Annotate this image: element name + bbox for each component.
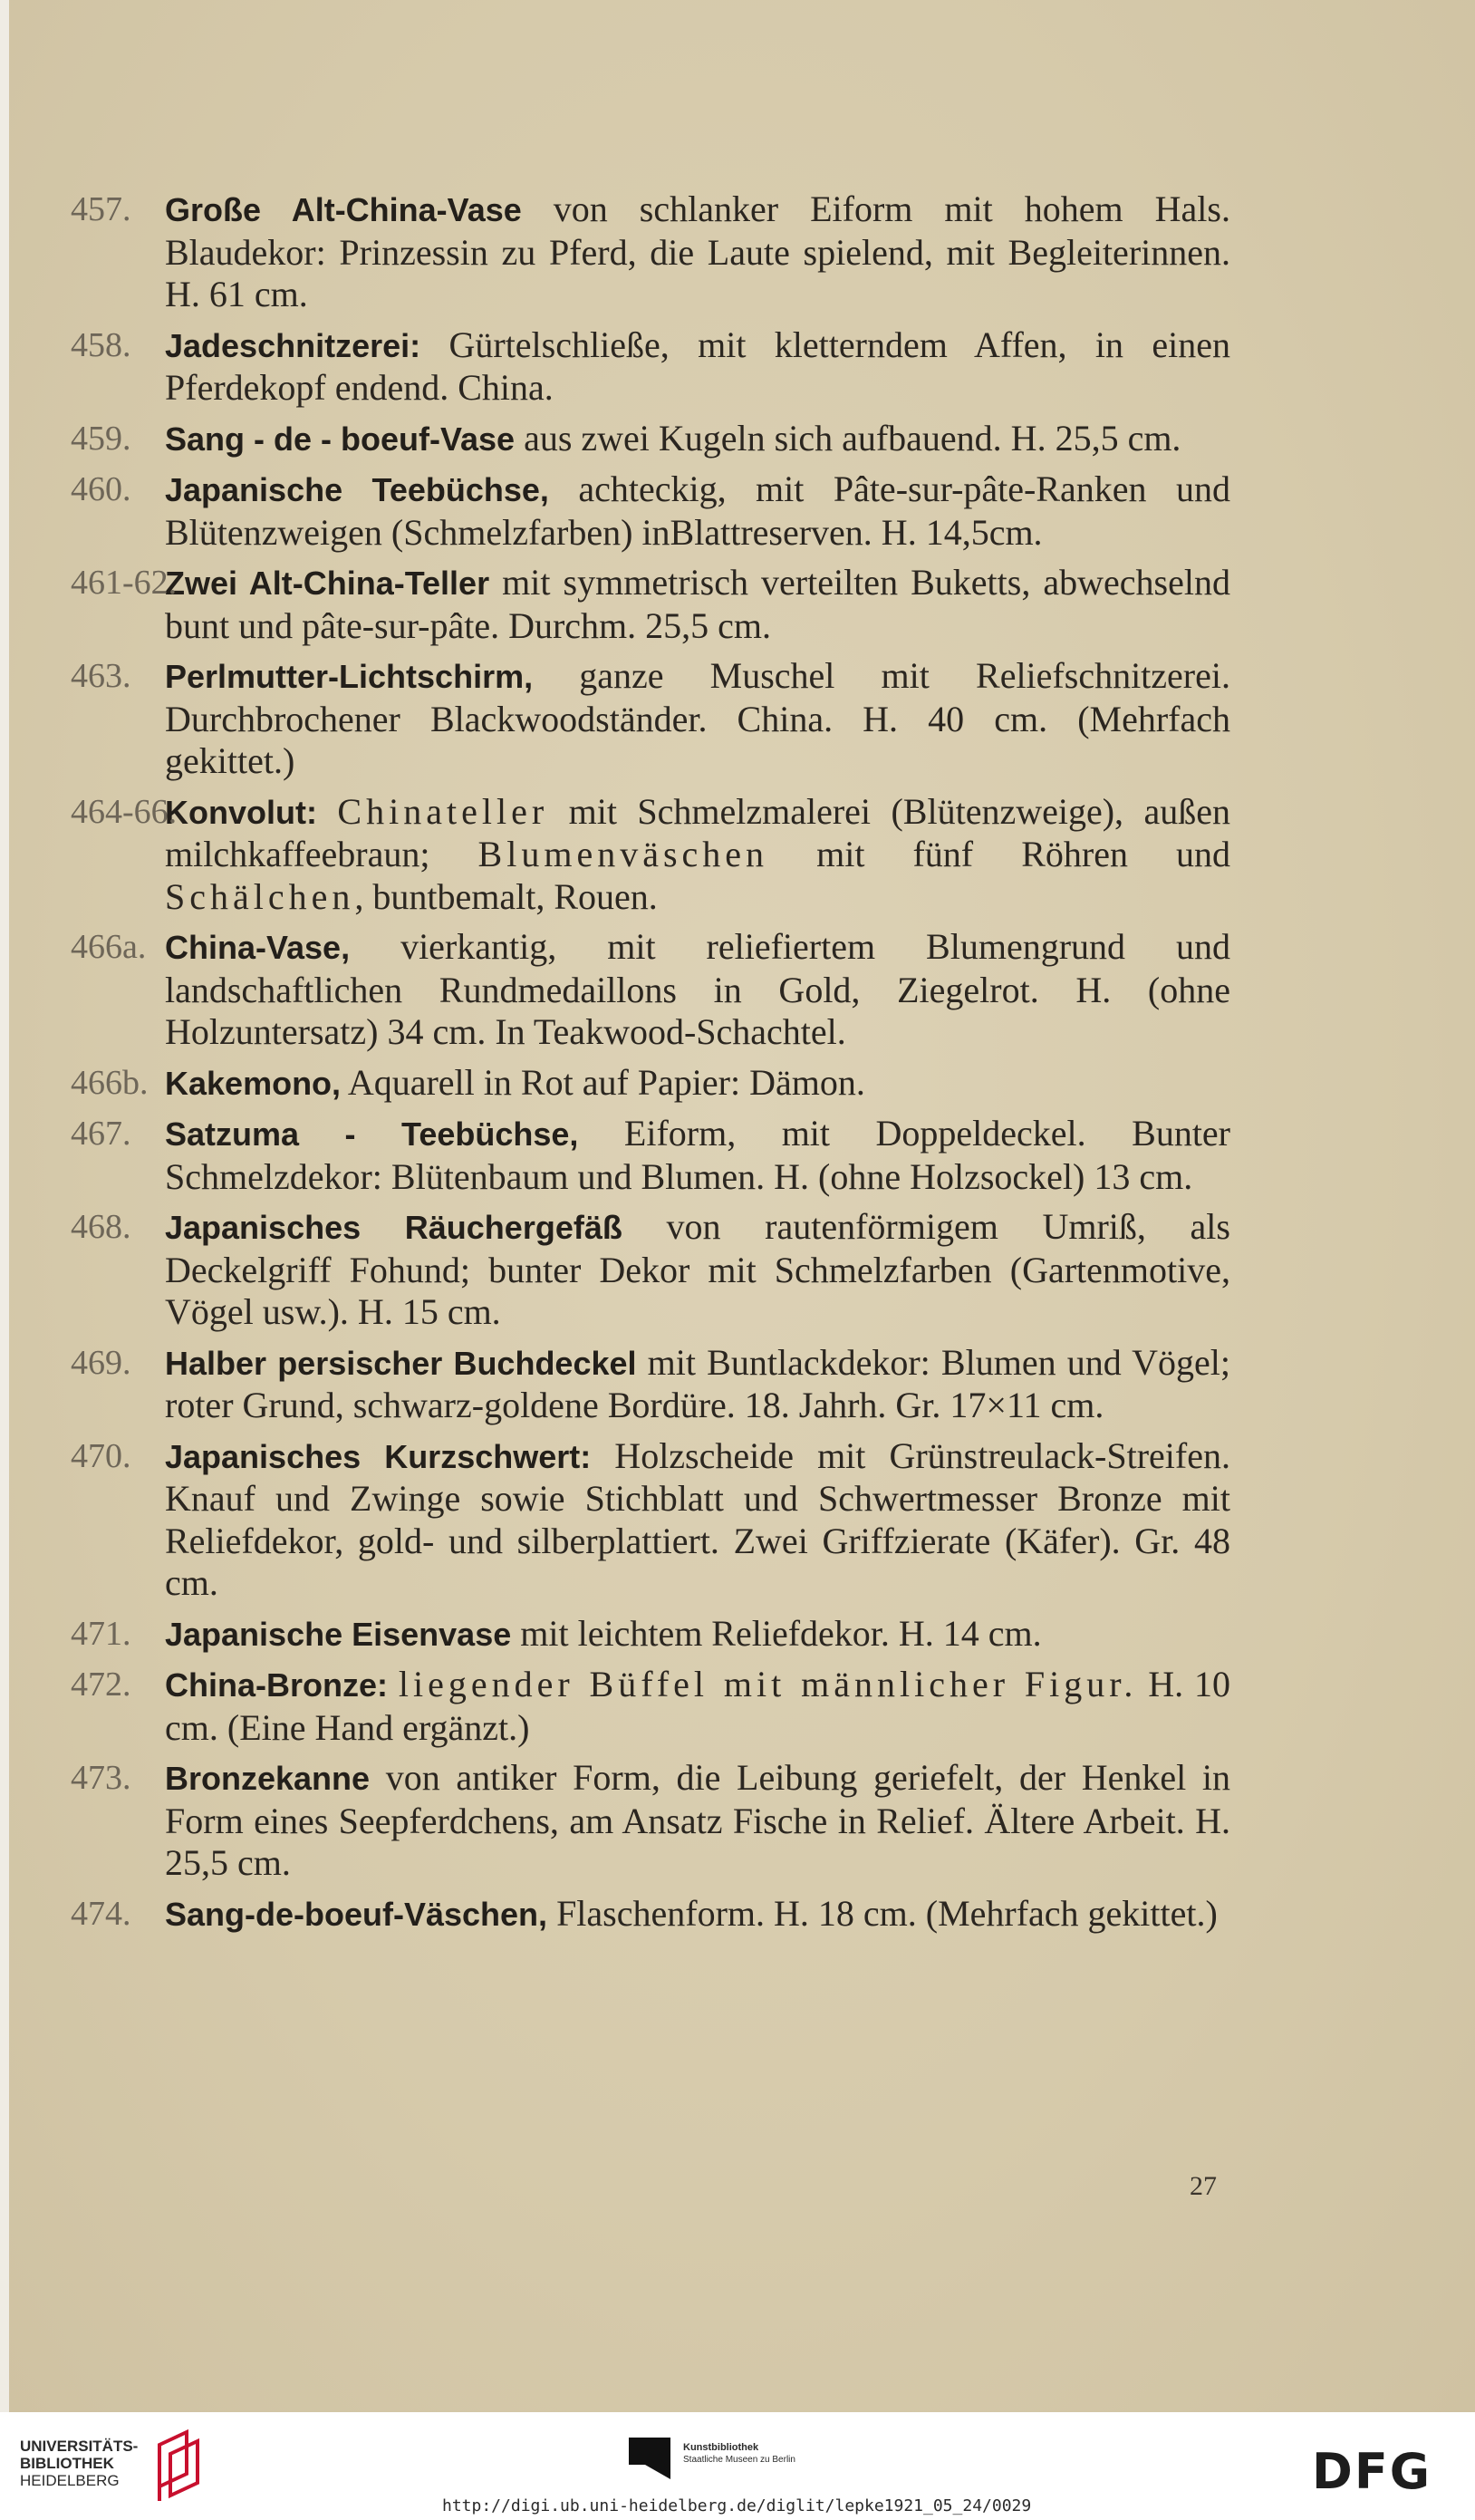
lot-description (317, 791, 337, 832)
lot-number: 468. (71, 1208, 131, 1246)
lot-description (388, 1664, 399, 1704)
dfg-logo[interactable]: DFG (1312, 2443, 1432, 2500)
lot-title: Große Alt-China-Vase (165, 191, 522, 228)
lot-number: 461-62. (71, 564, 178, 602)
lot-title: Halber persischer Buchdeckel (165, 1344, 637, 1382)
lot-description: achteckig, mit Pâte-sur-pâte-Ranken und Blütenzweigen (Schmelzfarben) inBlattreserven. H. 14,5cm. (165, 468, 1230, 553)
lot-number: 469. (71, 1343, 131, 1382)
lot-number: 458. (71, 325, 131, 364)
lot-description: mit fünf Röhren und (768, 834, 1231, 874)
catalog-entry (71, 1757, 1230, 1885)
catalog-entry (71, 791, 1230, 919)
lot-description: mit Buntlackdekor: Blumen und Vögel; roter Grund, schwarz-goldene Bordüre. 18. Jahrh. Gr. 17×11 cm. (165, 1341, 1231, 1425)
lot-number: 471. (71, 1614, 131, 1653)
catalog-entry (71, 468, 1230, 554)
lot-number: 467. (71, 1115, 131, 1153)
lot-description-spaced: Blumenväschen (477, 834, 769, 874)
lot-title: Perlmutter-Lichtschirm, (165, 658, 534, 695)
page-number: 27 (1190, 2171, 1217, 2201)
lot-title: Japanisches Räuchergefäß (165, 1209, 622, 1246)
lot-title: Zwei Alt-China-Teller (165, 565, 490, 602)
lot-title: China-Vase, (165, 929, 351, 966)
catalog-entry (71, 1613, 1230, 1656)
catalog-entry (71, 655, 1230, 783)
catalog-entry (71, 324, 1230, 410)
lot-description: aus zwei Kugeln sich aufbauend. H. 25,5 cm. (515, 417, 1181, 459)
catalog-entry (71, 188, 1230, 316)
kunstbibliothek-logo[interactable] (629, 2438, 795, 2484)
catalog-entry (71, 418, 1230, 461)
lot-description: von schlanker Eiform mit hohem Hals. Blaudekor: Prinzessin zu Pferd, die Laute spielend, mit Begleiterinnen. H. 61 cm. (165, 188, 1230, 314)
lot-number: 460. (71, 470, 131, 508)
logo-line: UNIVERSITÄTS- (20, 2438, 139, 2455)
lot-description: , buntbemalt, Rouen. (354, 875, 658, 917)
page-edge (0, 0, 9, 2412)
lot-number: 474. (71, 1894, 131, 1933)
lot-description: vierkantig, mit reliefiertem Blumengrund und landschaftlichen Rundmedaillons in Gold, Ziegelrot. H. (ohne Holzuntersatz) 34 cm. In Teakwood-Schachtel. (165, 926, 1230, 1052)
lot-number: 463. (71, 657, 131, 695)
kunstbibliothek-name: Kunstbibliothek (683, 2442, 759, 2453)
logo-line: BIBLIOTHEK (20, 2455, 114, 2472)
catalog-entry (71, 1342, 1230, 1427)
lot-number: 459. (71, 419, 131, 458)
lot-number: 472. (71, 1666, 131, 1704)
lot-title: Japanische Teebüchse, (165, 471, 549, 508)
lot-description-spaced: Chinateller (337, 790, 549, 832)
lot-description: mit leichtem Reliefdekor. H. 14 cm. (511, 1612, 1042, 1654)
lot-description: Eiform, mit Doppeldeckel. Bunter Schmelzdekor: Blütenbaum und Blumen. H. (ohne Holzsockel) 13 cm. (165, 1113, 1231, 1197)
kunstbibliothek-icon (629, 2438, 674, 2479)
catalog-entry (71, 1893, 1230, 1936)
catalog-entry (71, 1435, 1230, 1605)
lot-description: Flaschenform. H. 18 cm. (Mehrfach gekittet.) (547, 1892, 1218, 1934)
lot-title: Kakemono, (165, 1064, 342, 1102)
lot-description: mit Schmelzmalerei (Blütenzweige), außen milchkaffeebraun; (165, 790, 1230, 874)
lot-description: von antiker Form, die Leibung geriefelt, der Henkel in Form eines Seepferdchens, am Ansatz Fische in Relief. Ältere Arbeit. H. 25,5 cm. (165, 1757, 1230, 1883)
logo-line: HEIDELBERG (20, 2472, 120, 2489)
catalog-entry (71, 926, 1230, 1054)
lot-title: China-Bronze: (165, 1666, 388, 1704)
lot-description: H. 10 cm. (Eine Hand ergänzt.) (165, 1664, 1231, 1748)
lot-number: 457. (71, 190, 131, 228)
lot-number: 473. (71, 1759, 131, 1797)
kunstbibliothek-subtitle: Staatliche Museen zu Berlin (683, 2455, 795, 2465)
catalog-list (71, 188, 1230, 1944)
lot-number: 464-66. (71, 792, 178, 831)
catalog-entry (71, 562, 1230, 647)
lot-title: Japanisches Kurzschwert: (165, 1437, 592, 1475)
kunstbibliothek-text (683, 2441, 795, 2467)
permalink-url[interactable]: http://digi.ub.uni-heidelberg.de/diglit/lepke1921_05_24/0029 (442, 2496, 1032, 2515)
library-emblem-icon (152, 2428, 207, 2505)
lot-number: 466b. (71, 1063, 149, 1102)
catalog-entry (71, 1062, 1230, 1106)
lot-description: von rautenförmigem Umriß, als Deckelgriff Fohund; bunter Dekor mit Schmelzfarben (Gartenmotive, Vögel usw.). H. 15 cm. (165, 1206, 1230, 1332)
lot-description: mit symmetrisch verteilten Buketts, abwechselnd bunt und pâte-sur-pâte. Durchm. 25,5 cm. (165, 562, 1230, 646)
lot-description: Gürtelschließe, mit kletterndem Affen, in einen Pferdekopf endend. China. (165, 323, 1230, 408)
lot-description-spaced: Schälchen (165, 875, 355, 917)
catalog-entry (71, 1206, 1230, 1334)
lot-title: Jadeschnitzerei: (165, 326, 421, 364)
catalog-entry (71, 1113, 1230, 1198)
lot-title: Japanische Eisenvase (165, 1615, 512, 1653)
footer-bar (0, 2412, 1475, 2520)
lot-number: 466a. (71, 928, 147, 966)
lot-description: Holzscheide mit Grünstreulack-Streifen. Knauf und Zwinge sowie Stichblatt und Schwertmesser Bronze mit Reliefdekor, gold- und silberplattiert. Zwei Griffzierate (Käfer). Gr. 48 cm. (165, 1434, 1230, 1603)
lot-title: Sang - de - boeuf-Vase (165, 420, 516, 458)
lot-number: 470. (71, 1436, 131, 1475)
lot-description: Aquarell in Rot auf Papier: Dämon. (341, 1061, 865, 1103)
lot-title: Sang-de-boeuf-Väschen, (165, 1895, 548, 1933)
lot-title: Satzuma - Teebüchse, (165, 1115, 579, 1153)
lot-description-spaced: liegender Büffel mit männlicher Figur. (398, 1664, 1138, 1704)
lot-title: Konvolut: (165, 793, 317, 831)
university-library-logo[interactable] (20, 2438, 138, 2489)
lot-title: Bronzekanne (165, 1760, 371, 1797)
catalog-entry (71, 1664, 1230, 1749)
lot-description: ganze Muschel mit Reliefschnitzerei. Durchbrochener Blackwoodständer. China. H. 40 cm. (Mehrfach gekittet.) (165, 655, 1230, 781)
